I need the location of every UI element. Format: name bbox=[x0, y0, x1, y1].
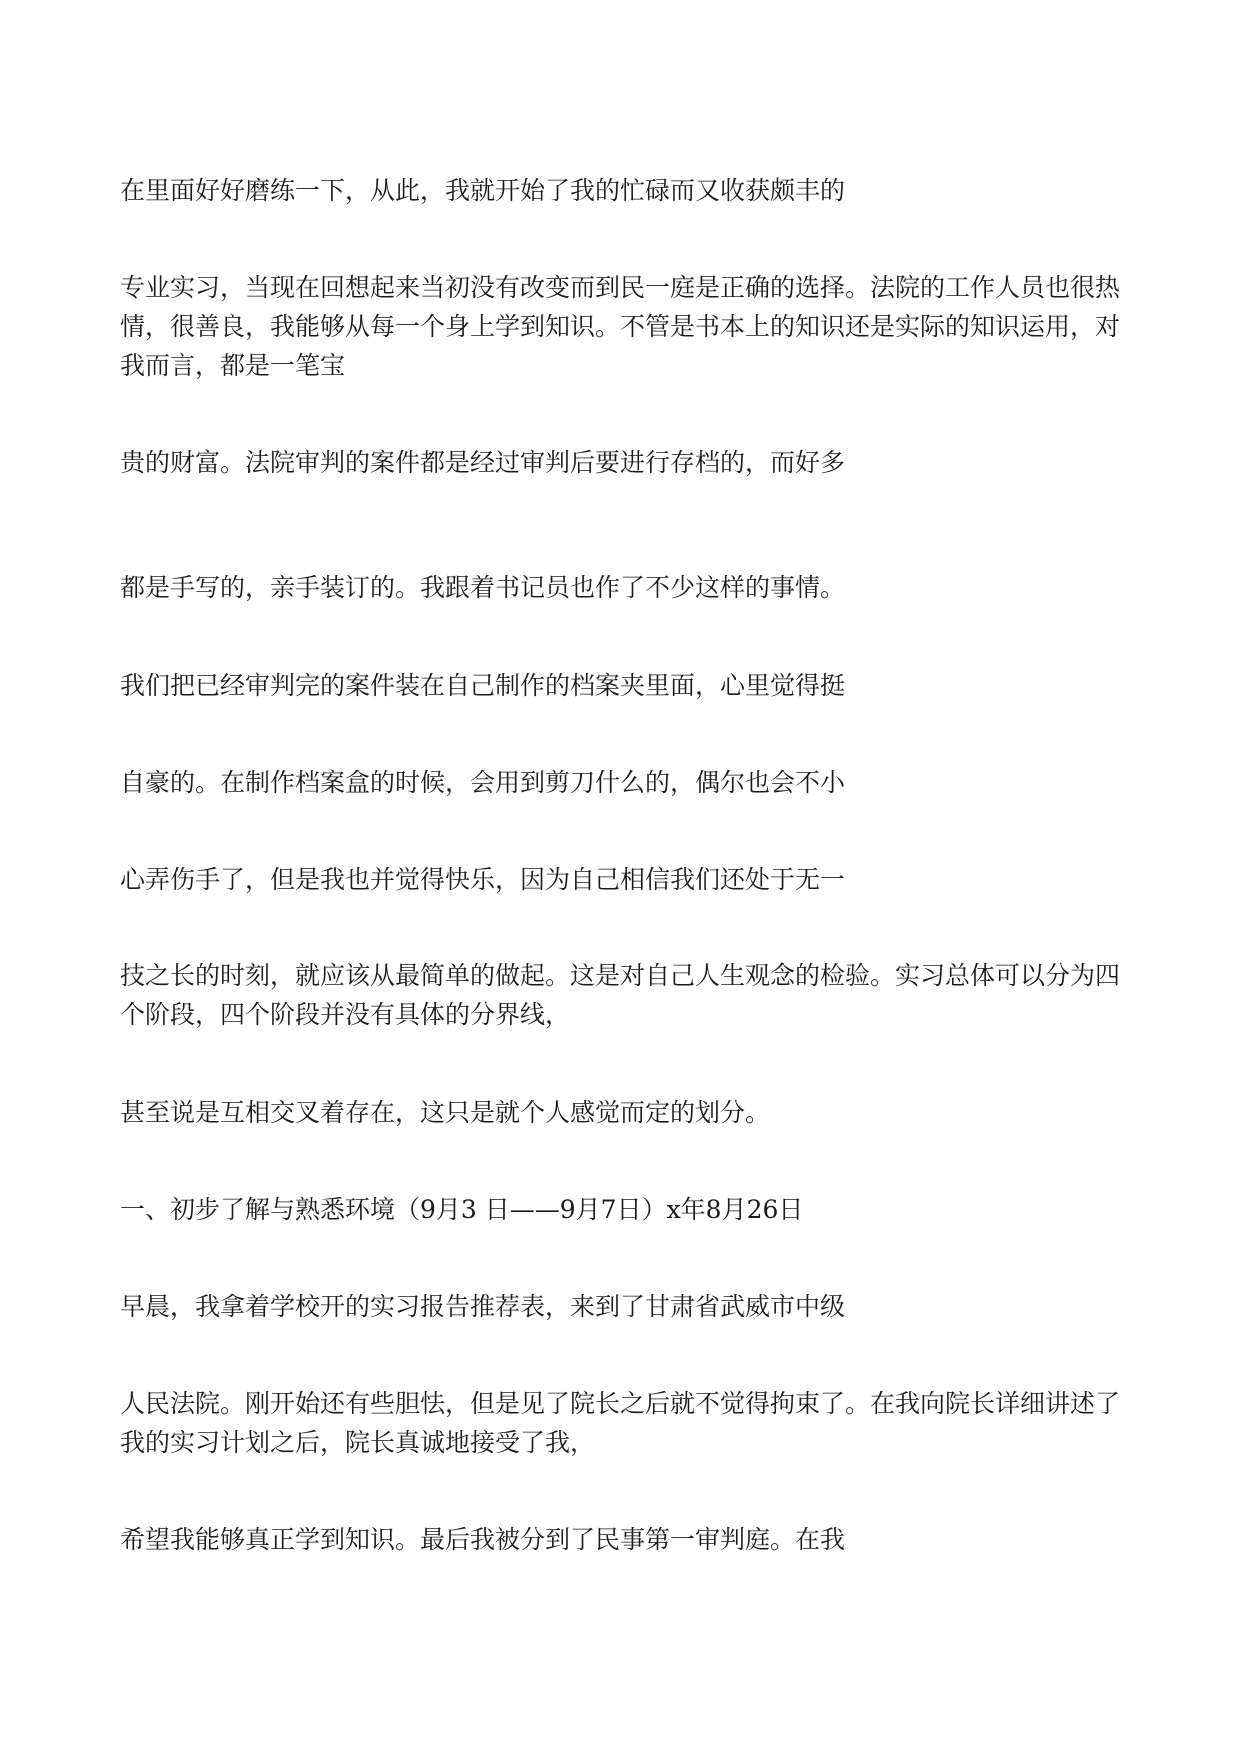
paragraph-10: 一、初步了解与熟悉环境（9月3 日——9月7日）x年8月26日 bbox=[120, 1195, 804, 1224]
paragraph-3: 贵的财富。法院审判的案件都是经过审判后要进行存档的，而好多 bbox=[120, 448, 846, 477]
paragraph-9: 甚至说是互相交叉着存在，这只是就个人感觉而定的划分。 bbox=[120, 1098, 771, 1127]
paragraph-6: 自豪的。在制作档案盒的时候，会用到剪刀什么的，偶尔也会不小 bbox=[120, 768, 846, 797]
paragraph-7: 心弄伤手了，但是我也并觉得快乐，因为自己相信我们还处于无一 bbox=[120, 865, 846, 894]
paragraph-13: 希望我能够真正学到知识。最后我被分到了民事第一审判庭。在我 bbox=[120, 1525, 846, 1554]
paragraph-8: 技之长的时刻，就应该从最简单的做起。这是对自己人生观念的检验。实习总体可以分为四个阶段，四个阶段并没有具体的分界线， bbox=[120, 961, 1121, 1029]
paragraph-4: 都是手写的，亲手装订的。我跟着书记员也作了不少这样的事情。 bbox=[120, 573, 846, 602]
paragraph-12: 人民法院。刚开始还有些胆怯，但是见了院长之后就不觉得拘束了。在我向院长详细讲述了我的实习计划之后，院长真诚地接受了我， bbox=[120, 1389, 1121, 1457]
paragraph-1: 在里面好好磨练一下，从此，我就开始了我的忙碌而又收获颇丰的 bbox=[120, 176, 846, 205]
paragraph-11: 早晨，我拿着学校开的实习报告推荐表，来到了甘肃省武威市中级 bbox=[120, 1292, 846, 1321]
paragraph-5: 我们把已经审判完的案件装在自己制作的档案夹里面，心里觉得挺 bbox=[120, 671, 846, 700]
paragraph-2: 专业实习，当现在回想起来当初没有改变而到民一庭是正确的选择。法院的工作人员也很热情，很善良，我能够从每一个身上学到知识。不管是书本上的知识还是实际的知识运用，对我而言，都是一笔宝 bbox=[120, 273, 1121, 380]
